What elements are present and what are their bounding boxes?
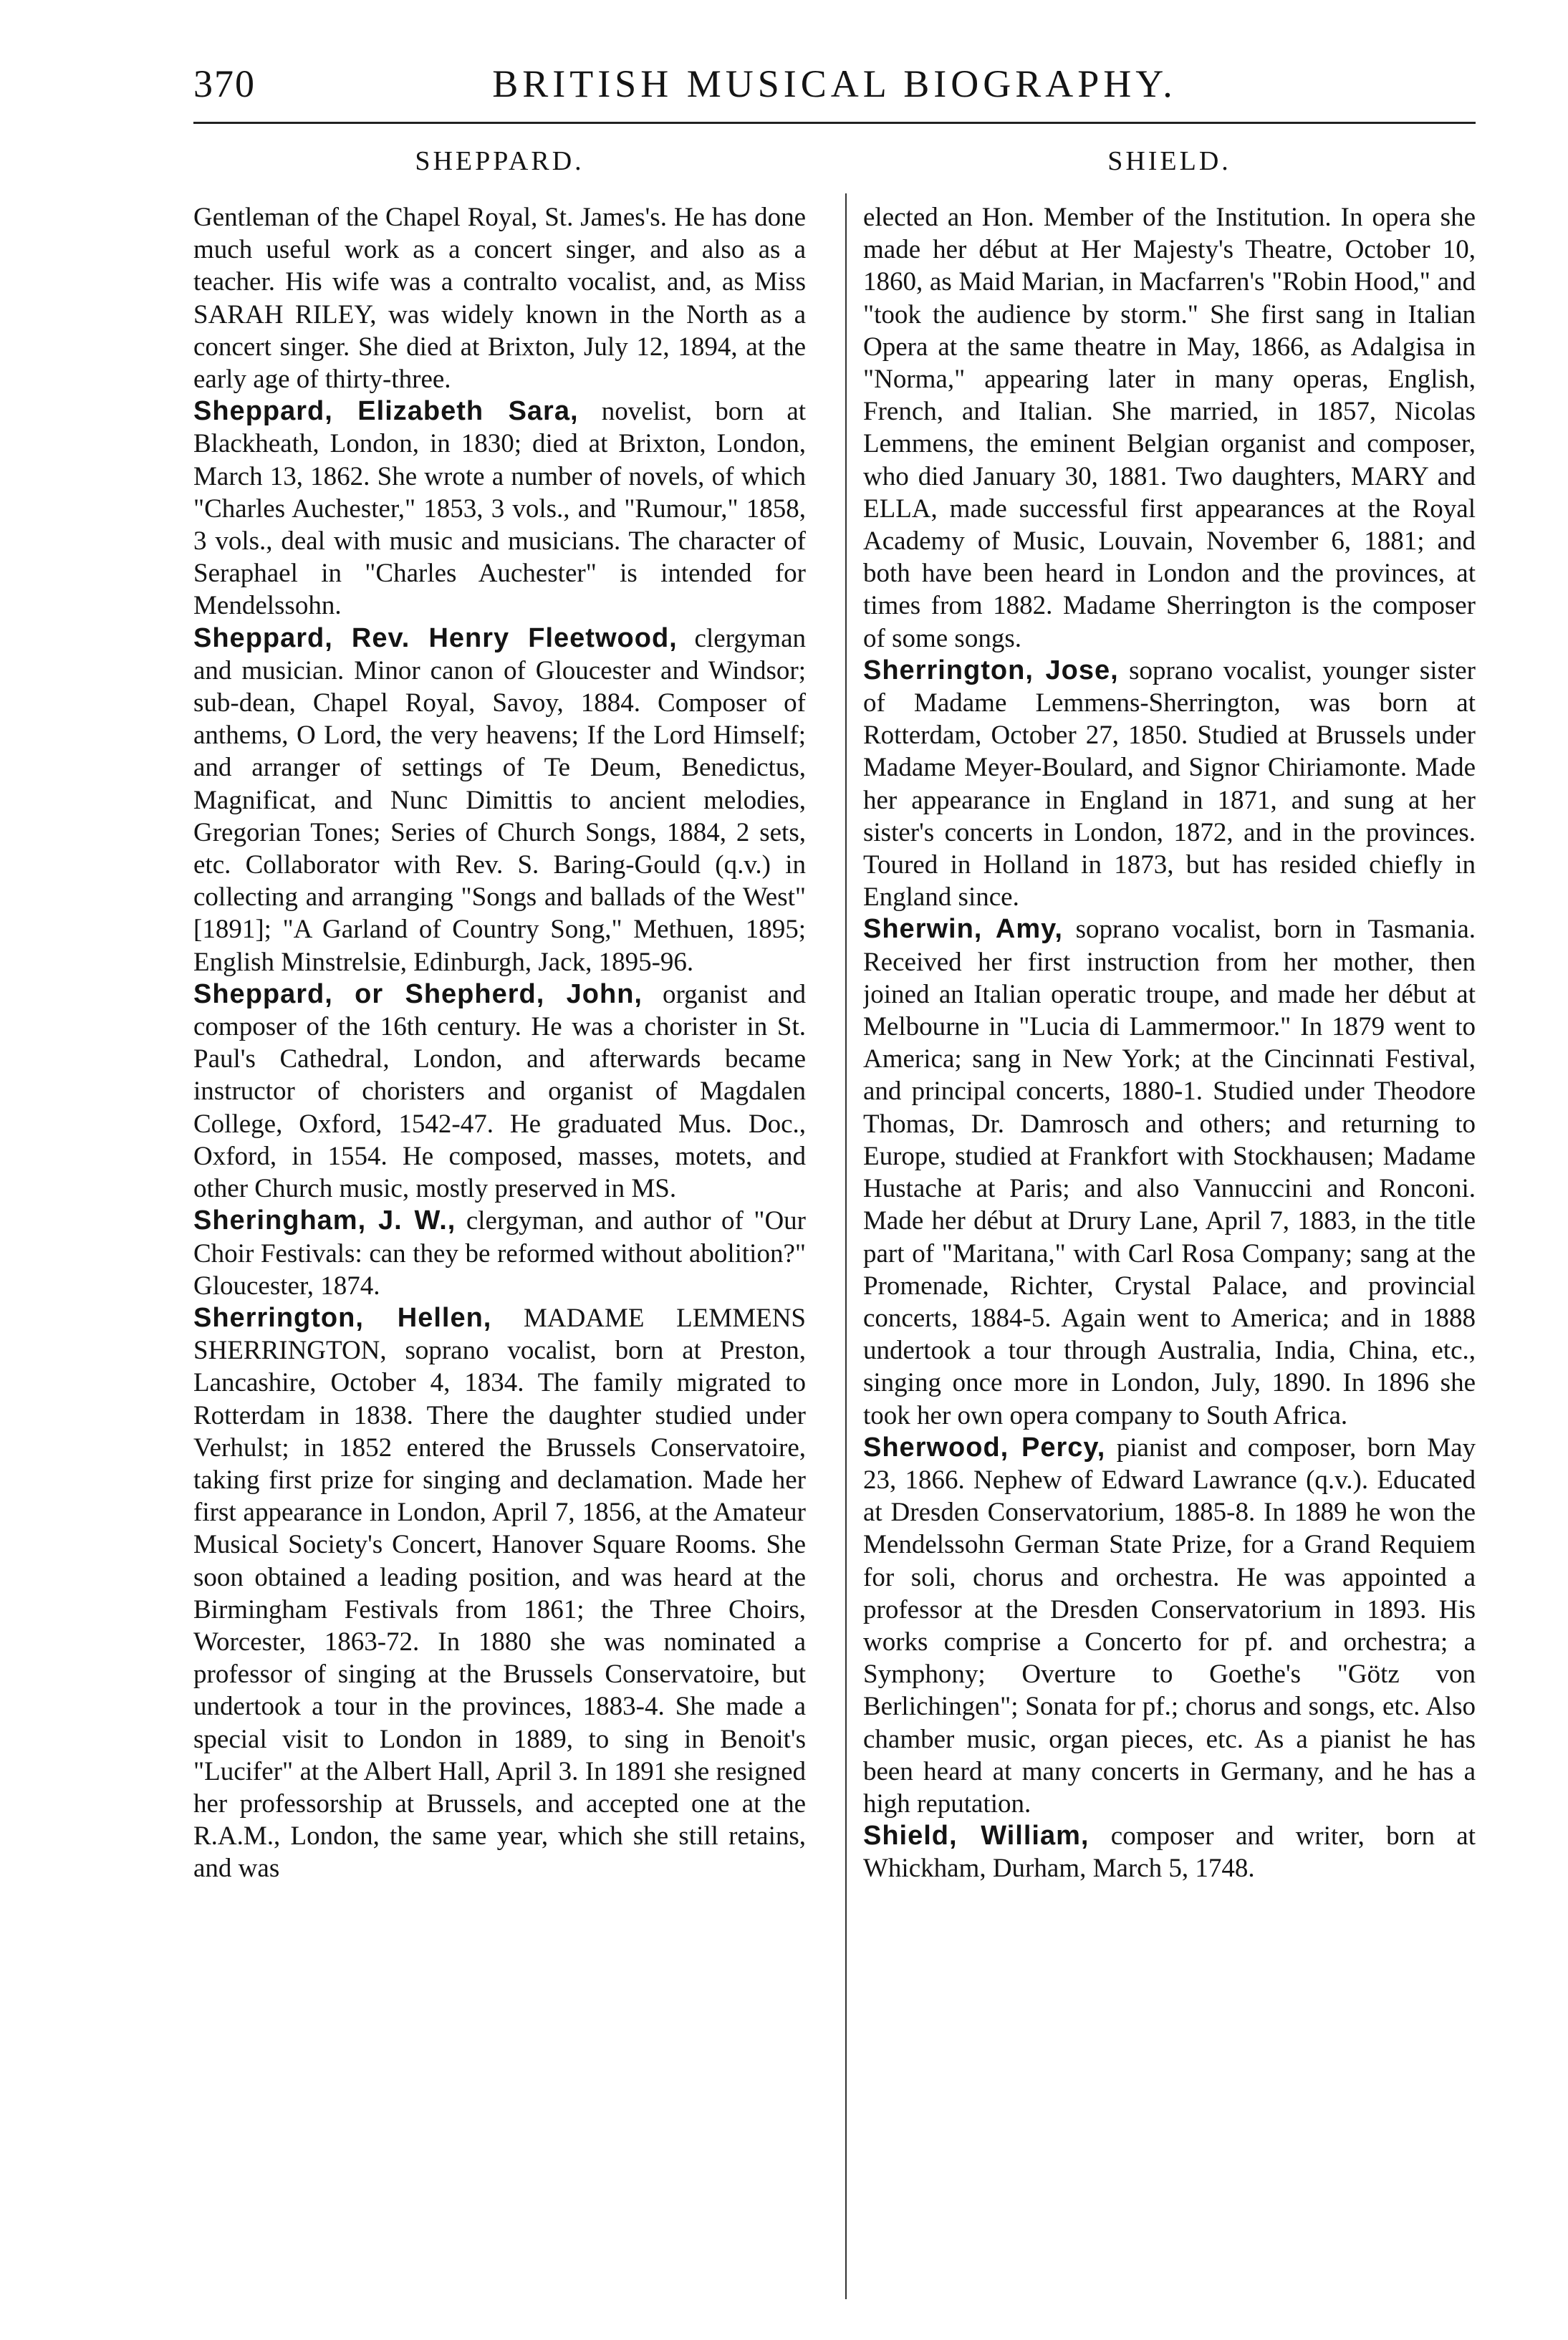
right-column-heading: SHIELD. [1107, 146, 1231, 176]
entry-headword: Sheppard, Rev. Henry Fleetwood, [193, 622, 678, 653]
entry-text: elected an Hon. Member of the Institution. In opera she made her début at Her Majesty's Theatre, October 10, 1860, as Maid Marian, in Macfarren's "Robin Hood," and "took the audience by storm." She first sang in Italian Opera at the same theatre in May, 1866, as Adalgisa in "Norma," appearing later in many operas, English, French, and Italian. She married, in 1857, Nicolas Lemmens, the eminent Belgian organist and composer, who died January 30, 1881. Two daughters, MARY and ELLA, made successful first appearances at the Royal Academy of Music, Louvain, November 6, 1881; and both have been heard in London and the provinces, at times from 1882. Madame Sherrington is the composer of some songs. [863, 203, 1476, 653]
biography-entry [193, 395, 806, 622]
column-divider [845, 193, 847, 2299]
entry-text: clergyman and musician. Minor canon of Gloucester and Windsor; sub-dean, Chapel Royal, Savoy, 1884. Composer of anthems, O Lord, the very heavens; If the Lord Himself; and arranger of settings of Te Deum, Benedictus, Magnificat, and Nunc Dimittis to ancient melodies, Gregorian Tones; Series of Church Songs, 1884, 2 sets, etc. Collaborator with Rev. S. Baring-Gould (q.v.) in collecting and arranging "Songs and ballads of the West" [1891]; "A Garland of Country Song," Methuen, 1895; English Minstrelsie, Edinburgh, Jack, 1895-96. [193, 623, 806, 977]
entry-headword: Sherwin, Amy, [863, 914, 1063, 945]
left-column [193, 140, 806, 2317]
entry-text: clergyman, and author of "Our Choir Festivals: can they be reformed without abolition?" Gloucester, 1874. [193, 1206, 806, 1301]
page-number: 370 [193, 62, 256, 105]
biography-entry [863, 913, 1476, 1431]
right-column [863, 140, 1476, 2317]
entry-text: pianist and composer, born May 23, 1866. Nephew of Edward Lawrance (q.v.). Educated at Dresden Conservatorium, 1885-8. In 1889 he won the Mendelssohn German State Prize, for a Grand Requiem for soli, chorus and orchestra. He was appointed a professor at the Dresden Conservatorium in 1893. His works comprise a Concerto for pf. and orchestra; a Symphony; Overture to Goethe's "Götz von Berlichingen"; Sonata for pf.; chorus and songs, etc. Also chamber music, organ pieces, etc. As a pianist he has been heard at many concerts in Germany, and he has a high reputation. [863, 1433, 1476, 1819]
page-header [193, 43, 1476, 122]
entry-headword: Sheringham, J. W., [193, 1205, 456, 1236]
running-title: BRITISH MUSICAL BIOGRAPHY. [492, 62, 1177, 105]
biography-entry [193, 1302, 806, 1885]
entry-text: soprano vocalist, born in Tasmania. Received her first instruction from her mother, then joined an Italian operatic troupe, and made her début at Melbourne in "Lucia di Lammermoor." In 1879 went to America; sang in New York; at the Cincinnati Festival, and principal concerts, 1880-1. Studied under Theodore Thomas, Dr. Damrosch and others; and returning to Europe, studied at Frankfort with Stockhausen; Madame Hustache at Paris; and also Vannuccini and Ronconi. Made her début at Drury Lane, April 7, 1883, in the title part of "Maritana," with Carl Rosa Company; sang at the Promenade, Richter, Crystal Palace, and provincial concerts, 1884-5. Again went to America; and in 1888 undertook a tour through Australia, India, China, etc., singing once more in London, July, 1890. In 1896 she took her own opera company to South Africa. [863, 915, 1476, 1430]
biography-entry [863, 1432, 1476, 1820]
left-column-heading: SHEPPARD. [415, 146, 585, 176]
entry-headword: Sheppard, or Shepherd, John, [193, 978, 643, 1009]
entry-headword: Sherwood, Percy, [863, 1432, 1106, 1463]
biography-entry [863, 655, 1476, 914]
entry-text: soprano vocalist, younger sister of Madame Lemmens-Sherrington, was born at Rotterdam, October 27, 1850. Studied at Brussels under Madame Meyer-Boulard, and Signor Chiriamonte. Made her appearance in England in 1871, and sung at her sister's concerts in London, 1872, and in the provinces. Toured in Holland in 1873, but has resided chiefly in England since. [863, 655, 1476, 913]
header-rule [193, 122, 1476, 124]
entry-headword: Sheppard, Elizabeth Sara, [193, 396, 579, 427]
biography-entry [193, 978, 806, 1205]
entry-headword: Shield, William, [863, 1821, 1090, 1852]
entry-headword: Sherrington, Hellen, [193, 1302, 492, 1333]
entry-text: organist and composer of the 16th century. He was a chorister in St. Paul's Cathedral, London, and afterwards became instructor of choristers and organist of Magdalen College, Oxford, 1542-47. He graduated Mus. Doc., Oxford, in 1554. He composed, masses, motets, and other Church music, mostly preserved in MS. [193, 979, 806, 1204]
entry-headword: Sherrington, Jose, [863, 655, 1119, 685]
entry-text: MADAME LEMMENS SHERRINGTON, soprano vocalist, born at Preston, Lancashire, October 4, 1834. The family migrated to Rotterdam in 1838. There the daughter studied under Verhulst; in 1852 entered the Brussels Conservatoire, taking first prize for singing and declamation. Made her first appearance in London, April 7, 1856, at the Amateur Musical Society's Concert, Hanover Square Rooms. She soon obtained a leading position, and was heard at the Birmingham Festivals from 1861; the Three Choirs, Worcester, 1863-72. In 1880 she was nominated a professor of singing at the Brussels Conservatoire, but undertook a tour in the provinces, 1883-4. She made a special visit to London in 1889, to sing in Benoit's "Lucifer" at the Albert Hall, April 3. In 1891 she resigned her professorship at Brussels, and accepted one at the R.A.M., London, the same year, which she still retains, and was [193, 1303, 806, 1884]
biography-entry [863, 201, 1476, 655]
biography-entry [863, 1820, 1476, 1884]
biography-entry [193, 1205, 806, 1302]
biography-entry [193, 622, 806, 978]
biography-entry [193, 201, 806, 395]
entry-text: novelist, born at Blackheath, London, in 1830; died at Brixton, London, March 13, 1862. She wrote a number of novels, of which "Charles Auchester," 1853, 3 vols., and "Rumour," 1858, 3 vols., deal with music and musicians. The character of Seraphael in "Charles Auchester" is intended for Mendelssohn. [193, 397, 806, 621]
entry-text: composer and writer, born at Whickham, Durham, March 5, 1748. [863, 1821, 1476, 1884]
entry-text: Gentleman of the Chapel Royal, St. James's. He has done much useful work as a concert singer, and also as a teacher. His wife was a contralto vocalist, and, as Miss SARAH RILEY, was widely known in the North as a concert singer. She died at Brixton, July 12, 1894, at the early age of thirty-three. [193, 203, 806, 395]
